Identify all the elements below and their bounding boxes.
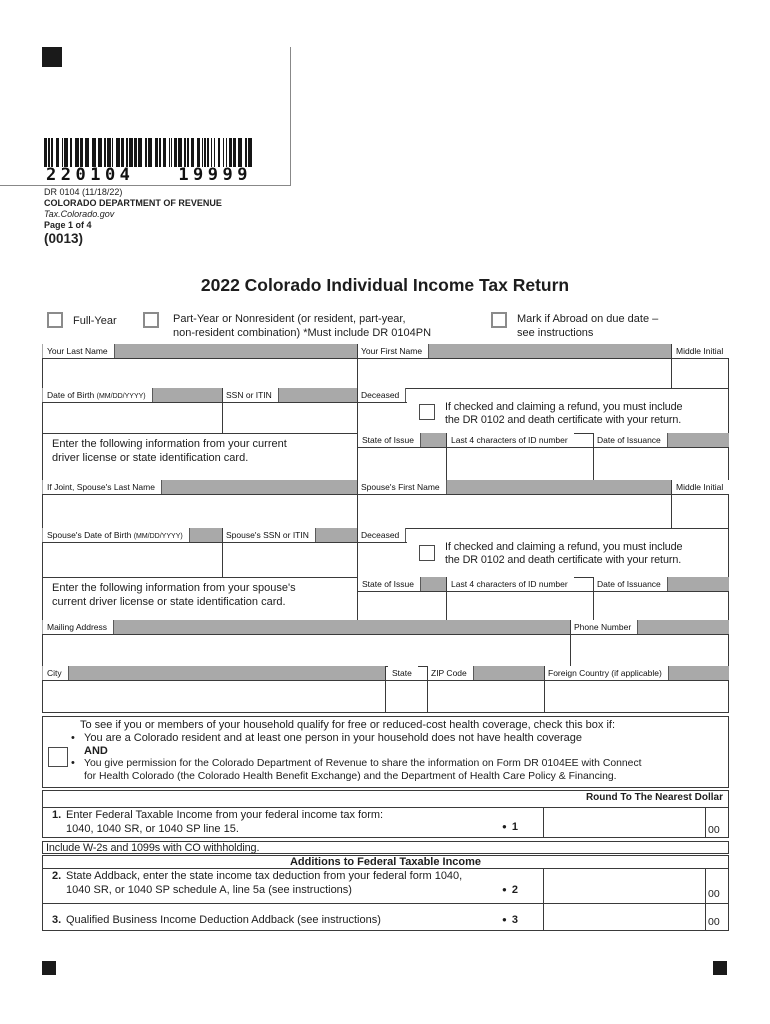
bullet-icon: • <box>71 757 75 769</box>
bullet-icon: • <box>71 732 75 744</box>
deceased-checkbox[interactable] <box>419 404 435 420</box>
dob-format: (MM/DD/YYYY) <box>96 393 146 400</box>
state-label: State <box>388 666 418 680</box>
include-note: Include W-2s and 1099s with CO withholding. <box>46 842 260 854</box>
abroad-checkbox[interactable] <box>491 312 507 328</box>
divider <box>222 528 223 577</box>
line3-amount-field[interactable] <box>544 904 704 930</box>
full-year-label: Full-Year <box>73 315 117 327</box>
additions-header: Additions to Federal Taxable Income <box>289 856 482 868</box>
mailing-address-label: Mailing Address <box>43 620 114 634</box>
registration-mark-top-left <box>42 47 62 67</box>
spouse-state-of-issue-field[interactable] <box>358 592 445 619</box>
page-number: Page 1 of 4 <box>44 220 92 230</box>
header-bar <box>42 666 385 680</box>
full-year-checkbox[interactable] <box>47 312 63 328</box>
spouse-deceased-checkbox[interactable] <box>419 545 435 561</box>
line3-text-line1: Qualified Business Income Deduction Addback (see instructions) <box>66 914 381 926</box>
health-bullet2-line2: for Health Colorado (the Colorado Health Benefit Exchange) and the Department of Health Care Policy & Financing. <box>84 771 617 782</box>
line3-number: 3. <box>52 914 62 926</box>
part-year-label-line2: non-resident combination) *Must include DR 0104PN <box>173 327 432 339</box>
dob-label <box>43 388 153 402</box>
divider <box>593 577 594 620</box>
spouse-first-name-label: Spouse's First Name <box>357 480 447 494</box>
foreign-country-field[interactable] <box>545 681 728 712</box>
line1-amount-field[interactable] <box>544 808 704 837</box>
state-of-issue-label: State of Issue <box>358 433 421 447</box>
zip-code-label: ZIP Code <box>427 666 474 680</box>
health-intro: To see if you or members of your household qualify for free or reduced-cost health coverage, check this box if: <box>80 719 615 731</box>
date-of-issuance-label: Date of Issuance <box>593 433 668 447</box>
spouse-middle-initial-field[interactable] <box>672 495 728 527</box>
divider <box>357 344 358 620</box>
barcode-digits <box>46 165 252 185</box>
state-of-issue-field[interactable] <box>358 448 445 479</box>
form-id: (0013) <box>44 231 84 246</box>
deceased-label: Deceased <box>357 388 406 402</box>
id-last4-field[interactable] <box>447 448 592 479</box>
first-name-label: Your First Name <box>357 344 429 358</box>
license-prompt-line2: driver license or state identification card. <box>52 452 249 464</box>
spouse-middle-initial-label: Middle Initial <box>672 480 729 494</box>
line2-text-line2: 1040 SR, or 1040 SP schedule A, line 5a (see instructions) <box>66 884 352 896</box>
line3-cents: 00 <box>708 916 720 928</box>
divider <box>705 868 706 931</box>
line2-cents: 00 <box>708 888 720 900</box>
bullet-icon: ● <box>502 821 507 831</box>
spouse-dob-label <box>43 528 190 542</box>
line3-ref-number: 3 <box>511 914 518 926</box>
website: Tax.Colorado.gov <box>44 209 115 219</box>
line1-ref-number: 1 <box>511 821 518 833</box>
spouse-first-name-field[interactable] <box>358 495 670 527</box>
health-bullet1: You are a Colorado resident and at least one person in your household does not have health coverage <box>84 732 583 744</box>
middle-initial-label: Middle Initial <box>672 344 729 358</box>
spouse-license-prompt-line1: Enter the following information from your spouse's <box>52 582 296 594</box>
line2-ref <box>502 884 518 896</box>
middle-initial-field[interactable] <box>672 359 728 388</box>
spouse-ssn-label: Spouse's SSN or ITIN <box>222 528 316 542</box>
phone-number-label: Phone Number <box>570 620 638 634</box>
registration-mark-bottom-right <box>713 961 727 975</box>
header-bar <box>42 620 570 634</box>
line2-ref-number: 2 <box>511 884 518 896</box>
deceased-note-line1: If checked and claiming a refund, you must include <box>445 401 683 413</box>
dob-label-text: Date of Birth <box>47 390 95 400</box>
department-name: COLORADO DEPARTMENT OF REVENUE <box>44 198 222 208</box>
mailing-address-field[interactable] <box>43 635 569 665</box>
divider <box>446 433 447 480</box>
barcode-digits-left: 220104 <box>46 165 135 185</box>
date-of-issuance-field[interactable] <box>594 448 728 479</box>
divider <box>222 388 223 433</box>
divider <box>570 620 571 666</box>
spouse-license-prompt-line2: current driver license or state identification card. <box>52 596 286 608</box>
bullet-icon: ● <box>502 884 507 894</box>
divider <box>446 577 447 620</box>
divider <box>705 807 706 838</box>
spouse-ssn-field[interactable] <box>223 543 356 576</box>
phone-number-field[interactable] <box>571 635 728 665</box>
spouse-deceased-note-line1: If checked and claiming a refund, you must include <box>445 541 683 553</box>
spouse-dob-field[interactable] <box>43 543 221 576</box>
line3-ref <box>502 914 518 926</box>
ssn-field[interactable] <box>223 403 356 432</box>
line1-ref <box>502 821 518 833</box>
line2-number: 2. <box>52 870 62 882</box>
abroad-label-line1: Mark if Abroad on due date – <box>517 313 659 325</box>
license-prompt-line1: Enter the following information from your current <box>52 438 287 450</box>
state-field[interactable] <box>386 681 426 712</box>
foreign-country-label: Foreign Country (if applicable) <box>544 666 669 680</box>
spouse-id-last4-field[interactable] <box>447 592 592 619</box>
divider <box>671 480 672 528</box>
barcode-digits-right: 19999 <box>178 165 252 185</box>
abroad-label-line2: see instructions <box>517 327 594 339</box>
line1-cents: 00 <box>708 824 720 836</box>
spouse-date-of-issuance-label: Date of Issuance <box>593 577 668 591</box>
spouse-id-last4-label: Last 4 characters of ID number <box>447 577 574 591</box>
zip-code-field[interactable] <box>428 681 543 712</box>
divider <box>427 666 428 713</box>
spouse-last-name-label: If Joint, Spouse's Last Name <box>43 480 162 494</box>
city-field[interactable] <box>43 681 384 712</box>
health-bullet2-line1: You give permission for the Colorado Department of Revenue to share the information on Form DR 0104EE with Connect <box>84 758 642 769</box>
first-name-field[interactable] <box>358 359 670 388</box>
form-code: DR 0104 (11/18/22) <box>44 187 123 197</box>
line2-amount-field[interactable] <box>544 869 704 902</box>
spouse-deceased-label: Deceased <box>357 528 406 542</box>
ssn-label: SSN or ITIN <box>222 388 279 402</box>
deceased-note-line2: the DR 0102 and death certificate with your return. <box>445 414 682 426</box>
bullet-icon: ● <box>502 914 507 924</box>
divider <box>671 344 672 388</box>
city-label: City <box>43 666 69 680</box>
spouse-dob-label-text: Spouse's Date of Birth <box>47 530 132 540</box>
spouse-deceased-note-line2: the DR 0102 and death certificate with your return. <box>445 554 682 566</box>
line1-number: 1. <box>52 809 62 821</box>
line2-text-line1: State Addback, enter the state income tax deduction from your federal form 1040, <box>66 870 463 882</box>
spouse-last-name-field[interactable] <box>43 495 356 527</box>
divider <box>0 185 291 186</box>
id-last4-label: Last 4 characters of ID number <box>447 433 574 447</box>
last-name-label: Your Last Name <box>43 344 115 358</box>
barcode-image <box>44 138 252 167</box>
health-and: AND <box>84 745 108 757</box>
part-year-label-line1: Part-Year or Nonresident (or resident, part-year, <box>173 313 406 325</box>
part-year-checkbox[interactable] <box>143 312 159 328</box>
spouse-dob-format: (MM/DD/YYYY) <box>133 533 183 540</box>
registration-mark-bottom-left <box>42 961 56 975</box>
last-name-field[interactable] <box>43 359 356 388</box>
divider <box>385 666 386 713</box>
divider <box>544 666 545 713</box>
divider <box>593 433 594 480</box>
page-title: 2022 Colorado Individual Income Tax Return <box>200 275 570 295</box>
spouse-date-of-issuance-field[interactable] <box>594 592 728 619</box>
spouse-state-of-issue-label: State of Issue <box>358 577 421 591</box>
line1-text-line1: Enter Federal Taxable Income from your federal income tax form: <box>66 809 384 821</box>
health-coverage-checkbox[interactable] <box>48 747 68 767</box>
line1-text-line2: 1040, 1040 SR, or 1040 SP line 15. <box>66 823 239 835</box>
round-note: Round To The Nearest Dollar <box>585 792 723 803</box>
dob-field[interactable] <box>43 403 221 432</box>
divider <box>290 47 291 185</box>
